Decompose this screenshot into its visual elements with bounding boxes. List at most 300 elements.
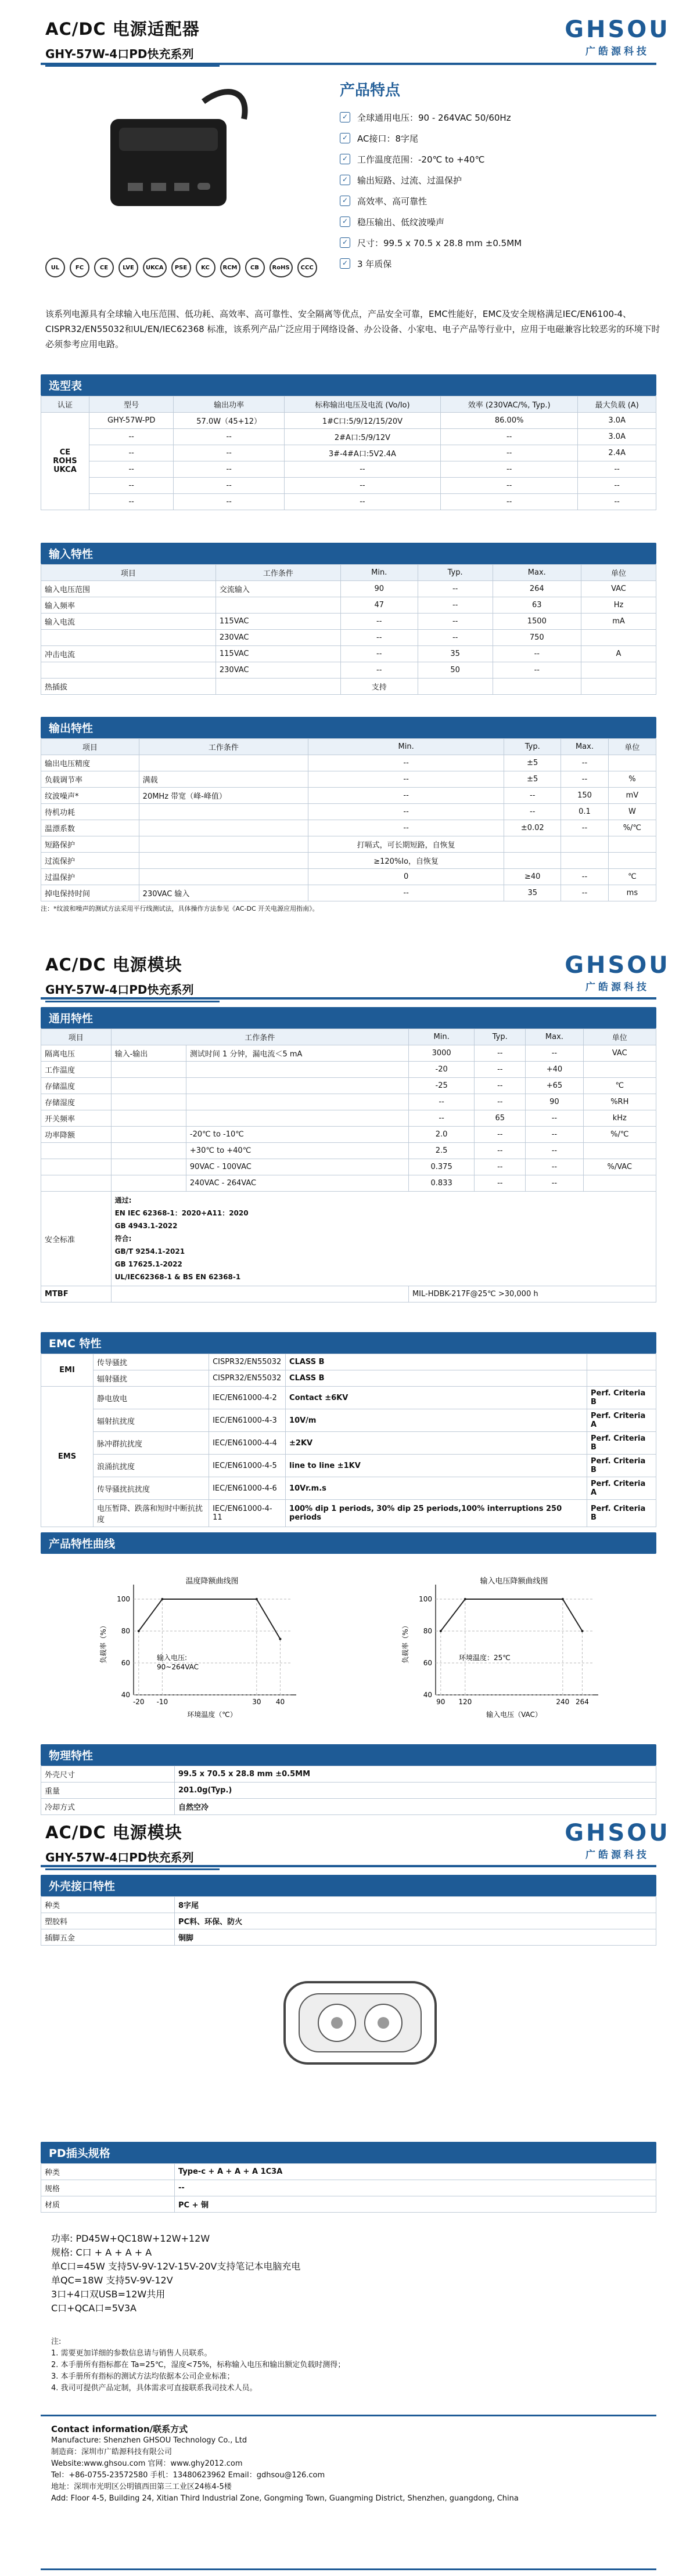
table-cell: -- (578, 461, 656, 478)
table-row (41, 1897, 656, 1913)
table-cell (111, 1143, 186, 1159)
table-row (41, 771, 656, 788)
table-cell: 750 (493, 630, 581, 646)
table-cell: IEC/EN61000-4-2 (209, 1387, 286, 1409)
table-cell: -- (174, 445, 284, 461)
safety-line: 符合: (114, 1235, 132, 1243)
table-cell: -- (475, 1094, 526, 1110)
table-row (41, 1354, 656, 1370)
check-icon: ✓ (340, 258, 350, 269)
table-cell: mA (581, 614, 656, 630)
column-header: 单位 (608, 739, 656, 755)
table-cell: 50 (418, 662, 493, 679)
column-header: 工作条件 (139, 739, 308, 755)
table-cell: 63 (493, 597, 581, 614)
table-cell: 2#A口:5/9/12V (284, 429, 440, 445)
table-cell: IEC/EN61000-4-11 (209, 1500, 286, 1527)
table-cell: 安全标准 (41, 1192, 112, 1286)
table-cell: IEC/EN61000-4-3 (209, 1409, 286, 1432)
table-cell: -- (89, 445, 174, 461)
table-row (41, 869, 656, 885)
intro-text: 该系列电源具有全球输入电压范围、低功耗、高效率、高可靠性、安全隔离等优点，产品安全可靠，EMC性能好，EMC及安全规格满足IEC/EN6100-4、CISPR32/EN55032和UL/EN/IEC62368 标准，该系列产品广泛应用于网络设备、办公设备、小家电、电子产品等行业中，应用于电磁兼容比较恶劣的环境下时必须参考应用电路。 (45, 309, 660, 349)
logo-mark: GHSOU (565, 16, 670, 43)
table-cell: 2.0 (408, 1127, 474, 1143)
table-cell: 90 (340, 581, 418, 597)
table-cell: 1#C口:5/9/12/15/20V (284, 413, 440, 429)
header-3 (45, 1820, 673, 1870)
table-row (41, 1799, 656, 1815)
contact-line: 制造商：深圳市广皓源科技有限公司 (51, 2448, 173, 2456)
table-cell: 10V/m (286, 1409, 587, 1432)
safety-line: GB/T 9254.1-2021 (114, 1247, 185, 1255)
table-cell: 负载调节率 (41, 771, 139, 788)
header-divider-2 (41, 997, 656, 1000)
table-cell (581, 662, 656, 679)
table-row (41, 1432, 656, 1455)
cert-logo: LVE (118, 258, 138, 277)
table-cell: Perf. Criteria B (587, 1387, 656, 1409)
table-row (41, 1127, 656, 1143)
table-cell: 隔离电压 (41, 1045, 112, 1062)
table-cell: CLASS B (286, 1354, 587, 1370)
pd-section (41, 2142, 656, 2213)
header-divider-3 (41, 1865, 656, 1867)
table-cell: Max. (526, 1029, 583, 1045)
table-cell: 230VAC 输入 (139, 885, 308, 901)
table-cell: -- (408, 1110, 474, 1127)
column-header: 型号 (89, 396, 174, 413)
table-cell: -- (308, 820, 504, 836)
logo-mark-3: GHSOU (565, 1820, 670, 1846)
x-tick-label: 264 (576, 1698, 589, 1706)
table-header-row (41, 565, 656, 581)
table-cell: 打嗝式，可长期短路，自恢复 (308, 836, 504, 853)
table-cell: 热插拔 (41, 679, 216, 695)
cert-logo: CE (94, 258, 114, 277)
chart-note: 环境温度：25℃ (459, 1654, 511, 1662)
table-cell: line to line ±1KV (286, 1455, 587, 1477)
table-row (41, 804, 656, 820)
note-item: 2. 本手册所有指标都在 Ta=25℃，湿度<75%，标称输入电压和输出额定负载时测得； (51, 2361, 346, 2369)
table-cell (41, 1143, 112, 1159)
curves-title: 产品特性曲线 (41, 1532, 656, 1554)
table-cell: -- (284, 494, 440, 510)
table-cell (561, 853, 609, 869)
appearance-title: 外壳接口特性 (41, 1875, 656, 1896)
table-cell: -- (578, 478, 656, 494)
table-cell: -- (561, 820, 609, 836)
spec-line: C口+QCA口=5V3A (51, 2303, 136, 2314)
table-cell (41, 1159, 112, 1175)
table-cell: 重量 (41, 1783, 175, 1799)
table-cell: kHz (583, 1110, 656, 1127)
table-cell: -- (284, 461, 440, 478)
table-cell (215, 679, 340, 695)
table-cell: 100% dip 1 periods, 30% dip 25 periods,100% interruptions 250 periods (286, 1500, 587, 1527)
table-cell: 2.4A (578, 445, 656, 461)
cert-logo: CCC (297, 258, 317, 277)
column-header: Min. (340, 565, 418, 581)
table-cell: -- (284, 478, 440, 494)
table-cell: 传导骚扰抗扰度 (94, 1477, 209, 1500)
table-cell (418, 679, 493, 695)
table-cell: 单位 (583, 1029, 656, 1045)
y-tick-label: 100 (117, 1595, 130, 1603)
table-cell: 1500 (493, 614, 581, 630)
table-cell: -- (308, 755, 504, 771)
table-cell: Perf. Criteria A (587, 1477, 656, 1500)
column-header: 输出功率 (174, 396, 284, 413)
contact-line: Website:www.ghsou.com 官网：www.ghy2012.com (51, 2459, 243, 2468)
note-item: 4. 我司可提供产品定制，具体需求可直接联系我司技术人员。 (51, 2384, 257, 2393)
table-cell: 短路保护 (41, 836, 139, 853)
check-icon: ✓ (340, 175, 350, 185)
table-cell (186, 1062, 408, 1078)
table-cell (587, 1370, 656, 1387)
table-cell: 99.5 x 70.5 x 28.8 mm ±0.5MM (175, 1766, 656, 1783)
table-cell: 塑胶料 (41, 1913, 175, 1929)
table-cell (215, 597, 340, 614)
header-2 (45, 952, 673, 1002)
table-cell: -- (418, 597, 493, 614)
table-cell: -20 (408, 1062, 474, 1078)
table-cell: 47 (340, 597, 418, 614)
column-header: Typ. (504, 739, 561, 755)
data-point (562, 1598, 564, 1600)
product-image (87, 78, 261, 229)
physical-title: 物理特性 (41, 1744, 656, 1766)
table-row (41, 1913, 656, 1929)
table-cell: -- (440, 494, 577, 510)
feature-text: 工作温度范围：-20℃ to +40℃ (357, 154, 485, 165)
table-cell: Type-c + A + A + A 1C3A (175, 2164, 656, 2180)
table-cell (111, 1062, 186, 1078)
cert-logo: PSE (171, 258, 191, 277)
table-cell: 规格 (41, 2180, 175, 2196)
table-cell (493, 679, 581, 695)
feature-text: 尺寸：99.5 x 70.5 x 28.8 mm ±0.5MM (357, 237, 522, 248)
table-cell: 浪涌抗扰度 (94, 1455, 209, 1477)
feature-text: AC接口：8字尾 (357, 133, 419, 144)
y-axis-label: 负载率（%） (99, 1622, 107, 1664)
table-cell: +40 (526, 1062, 583, 1078)
table-cell (504, 836, 561, 853)
page-title-2: AC/DC 电源模块 (45, 955, 182, 975)
column-header: 效率 (230VAC/%, Typ.) (440, 396, 577, 413)
safety-line: GB 17625.1-2022 (114, 1260, 182, 1268)
table-cell: 支持 (340, 679, 418, 695)
y-tick-label: 60 (423, 1659, 432, 1667)
table-cell: 240VAC - 264VAC (186, 1175, 408, 1192)
safety-line: EN IEC 62368-1：2020+A11：2020 (114, 1209, 249, 1217)
table-row (41, 1159, 656, 1175)
emc-section (41, 1332, 656, 1527)
derating-line (441, 1599, 583, 1631)
column-header: 工作条件 (215, 565, 340, 581)
table-cell: 种类 (41, 1897, 175, 1913)
page-title-3: AC/DC 电源模块 (45, 1823, 182, 1842)
table-row (41, 1045, 656, 1062)
spec-line: 功率: PD45W+QC18W+12W+12W (51, 2233, 210, 2244)
table-cell: Min. (408, 1029, 474, 1045)
table-cell (186, 1094, 408, 1110)
general-table (41, 1029, 656, 1303)
table-cell: -- (526, 1159, 583, 1175)
check-icon: ✓ (340, 154, 350, 164)
selection-section (41, 374, 656, 510)
table-cell: -- (340, 614, 418, 630)
table-cell: -- (475, 1143, 526, 1159)
table-cell: 0.375 (408, 1159, 474, 1175)
header (45, 16, 673, 67)
table-cell (139, 836, 308, 853)
table-cell: -- (526, 1143, 583, 1159)
emc-title: EMC 特性 (41, 1332, 656, 1354)
chart-title: 输入电压降额曲线图 (480, 1577, 548, 1586)
features-title: 产品特点 (340, 82, 401, 99)
table-row (41, 662, 656, 679)
table-cell: 插脚五金 (41, 1929, 175, 1946)
table-cell (608, 853, 656, 869)
table-cell: VAC (583, 1045, 656, 1062)
table-cell: -- (308, 885, 504, 901)
x-tick-label: 40 (275, 1698, 285, 1706)
table-cell: -- (418, 581, 493, 597)
table-row (41, 1766, 656, 1783)
y-tick-label: 80 (121, 1627, 130, 1635)
table-cell: 0 (308, 869, 504, 885)
table-cell: Hz (581, 597, 656, 614)
table-cell: mV (608, 788, 656, 804)
table-row (41, 445, 656, 461)
x-tick-label: 30 (252, 1698, 261, 1706)
pd-title: PD插头规格 (41, 2142, 656, 2163)
table-cell: 辐射抗扰度 (94, 1409, 209, 1432)
table-cell: 10Vr.m.s (286, 1477, 587, 1500)
features (340, 78, 665, 274)
table-cell: -- (475, 1062, 526, 1078)
table-cell: -- (174, 494, 284, 510)
table-cell (139, 853, 308, 869)
table-cell: GHY-57W-PD (89, 413, 174, 429)
contact-title: Contact information/联系方式 (51, 2424, 188, 2434)
table-row (41, 597, 656, 614)
table-cell: %/℃ (583, 1127, 656, 1143)
general-section (41, 1007, 656, 1303)
feature-item (340, 107, 665, 128)
feature-text: 3 年质保 (357, 258, 392, 269)
spec-line: 单C口=45W 支持5V-9V-12V-15V-20V支持笔记本电脑充电 (51, 2261, 301, 2272)
cert-logo: FC (70, 258, 89, 277)
table-row (41, 429, 656, 445)
output-title: 输出特性 (41, 717, 656, 738)
table-row (41, 885, 656, 901)
cert-logo: KC (196, 258, 215, 277)
feature-text: 输出短路、过流、过温保护 (357, 175, 462, 186)
table-cell: 自然空冷 (175, 1799, 656, 1815)
contact-line: 地址：深圳市光明区公明镇西田第三工业区24栋4-5楼 (51, 2483, 232, 2491)
feature-item (340, 128, 665, 149)
table-cell: 115VAC (215, 614, 340, 630)
table-cell: A (581, 646, 656, 662)
table-header-row (41, 739, 656, 755)
table-cell: -- (89, 478, 174, 494)
x-tick-label: 120 (458, 1698, 472, 1706)
table-cell: 静电放电 (94, 1387, 209, 1409)
table-cell: ±5 (504, 755, 561, 771)
brand-logo (562, 16, 673, 57)
table-cell: -- (418, 614, 493, 630)
column-header: 标称输出电压及电流 (Vo/Io) (284, 396, 440, 413)
table-row (41, 646, 656, 662)
table-cell: 满载 (139, 771, 308, 788)
table-cell: +30℃ to +40℃ (186, 1143, 408, 1159)
table-cell: -- (440, 429, 577, 445)
table-cell: -- (561, 869, 609, 885)
table-cell: IEC/EN61000-4-5 (209, 1455, 286, 1477)
appearance-section (41, 1875, 656, 1946)
table-cell (581, 679, 656, 695)
feature-text: 稳压输出、低纹波噪声 (357, 217, 445, 228)
emc-table (41, 1354, 656, 1527)
table-cell (504, 853, 561, 869)
table-cell: 外壳尺寸 (41, 1766, 175, 1783)
table-cell: 种类 (41, 2164, 175, 2180)
table-cell: EMI (41, 1354, 94, 1387)
table-cell (41, 1175, 112, 1192)
table-row (41, 820, 656, 836)
table-row (41, 630, 656, 646)
table-cell: -- (504, 788, 561, 804)
table-cell: 项目 (41, 1029, 112, 1045)
table-cell: -- (174, 461, 284, 478)
table-row (41, 2180, 656, 2196)
data-point (138, 1630, 140, 1632)
contact-info (51, 2423, 655, 2505)
table-cell: -- (340, 646, 418, 662)
table-row (41, 1078, 656, 1094)
feature-text: 高效率、高可靠性 (357, 196, 427, 207)
table-cell: -- (526, 1110, 583, 1127)
table-cell: 输入电流 (41, 614, 216, 630)
table-cell: % (608, 771, 656, 788)
notes (51, 2336, 632, 2394)
table-cell: 工作条件 (111, 1029, 408, 1045)
table-row (41, 1455, 656, 1477)
table-cell (583, 1175, 656, 1192)
table-cell: %/℃ (608, 820, 656, 836)
table-cell (111, 1175, 186, 1192)
contact-line: Add: Floor 4-5, Building 24, Xitian Third Industrial Zone, Gongming Town, Guangming District, Shenzhen, guangdong, China (51, 2494, 519, 2503)
input-section (41, 543, 656, 695)
feature-item (340, 211, 665, 232)
chart-title: 温度降额曲线图 (185, 1577, 239, 1586)
table-cell: 冲击电流 (41, 646, 216, 662)
column-header: Max. (561, 739, 609, 755)
table-cell: -- (175, 2180, 656, 2196)
table-cell: 交流输入 (215, 581, 340, 597)
table-cell (111, 1094, 186, 1110)
safety-line: 通过: (114, 1196, 132, 1204)
table-cell: -- (440, 478, 577, 494)
table-cell: -- (475, 1127, 526, 1143)
feature-item (340, 190, 665, 211)
table-row (41, 614, 656, 630)
logo-cn-3: 广皓源科技 (585, 1849, 649, 1861)
table-cell: -- (526, 1175, 583, 1192)
table-cell: ℃ (608, 869, 656, 885)
table-cell: ≥40 (504, 869, 561, 885)
table-cell: PC + 铜 (175, 2196, 656, 2213)
footer-bottom-bar (41, 2568, 656, 2570)
x-axis-label: 环境温度（℃） (187, 1711, 237, 1719)
table-cell: -- (89, 429, 174, 445)
table-cell: MTBF (41, 1286, 112, 1303)
table-cell (608, 755, 656, 771)
table-cell: -25 (408, 1078, 474, 1094)
table-cell (139, 804, 308, 820)
table-cell: -- (174, 478, 284, 494)
table-cell: 3.0A (578, 413, 656, 429)
table-cell: ±2KV (286, 1432, 587, 1455)
physical-section (41, 1744, 656, 1815)
column-header: 单位 (581, 565, 656, 581)
notes-label: 注: (51, 2337, 62, 2346)
y-tick-label: 100 (419, 1595, 432, 1603)
table-cell: -- (89, 461, 174, 478)
voltage-derating-chart (395, 1567, 616, 1730)
table-cell: %RH (583, 1094, 656, 1110)
table-row (41, 1500, 656, 1527)
cert-logo: RoHS (270, 258, 293, 277)
table-cell: -- (340, 630, 418, 646)
table-row (41, 1175, 656, 1192)
data-point (581, 1630, 583, 1632)
safety-standards (111, 1192, 656, 1286)
table-cell: 输出电压精度 (41, 755, 139, 771)
table-row (41, 1370, 656, 1387)
table-cell: 纹波噪声* (41, 788, 139, 804)
table-cell (139, 755, 308, 771)
table-cell: -- (493, 646, 581, 662)
table-cell: -- (475, 1159, 526, 1175)
table-row (41, 1929, 656, 1946)
table-cell (41, 630, 216, 646)
table-cell (111, 1110, 186, 1127)
table-cell: -- (504, 804, 561, 820)
y-tick-label: 40 (423, 1691, 432, 1699)
table-row (41, 853, 656, 869)
table-cell: 2.5 (408, 1143, 474, 1159)
table-cell: Perf. Criteria A (587, 1409, 656, 1432)
page-subtitle: GHY-57W-4口PD快充系列 (45, 45, 220, 67)
table-cell: 存储温度 (41, 1078, 112, 1094)
certification-logos (45, 255, 318, 280)
column-header: 项目 (41, 565, 216, 581)
table-cell: -- (174, 429, 284, 445)
table-cell: CLASS B (286, 1370, 587, 1387)
table-cell (583, 1143, 656, 1159)
table-cell: ℃ (583, 1078, 656, 1094)
table-cell: 65 (475, 1110, 526, 1127)
table-row (41, 1477, 656, 1500)
table-row (41, 1143, 656, 1159)
table-cell: 0.1 (561, 804, 609, 820)
table-cell: 264 (493, 581, 581, 597)
table-cell: CE ROHS UKCA (41, 413, 89, 510)
note-item: 1. 需要更加详细的参数信息请与销售人员联系。 (51, 2349, 212, 2358)
x-tick-label: 90 (436, 1698, 445, 1706)
